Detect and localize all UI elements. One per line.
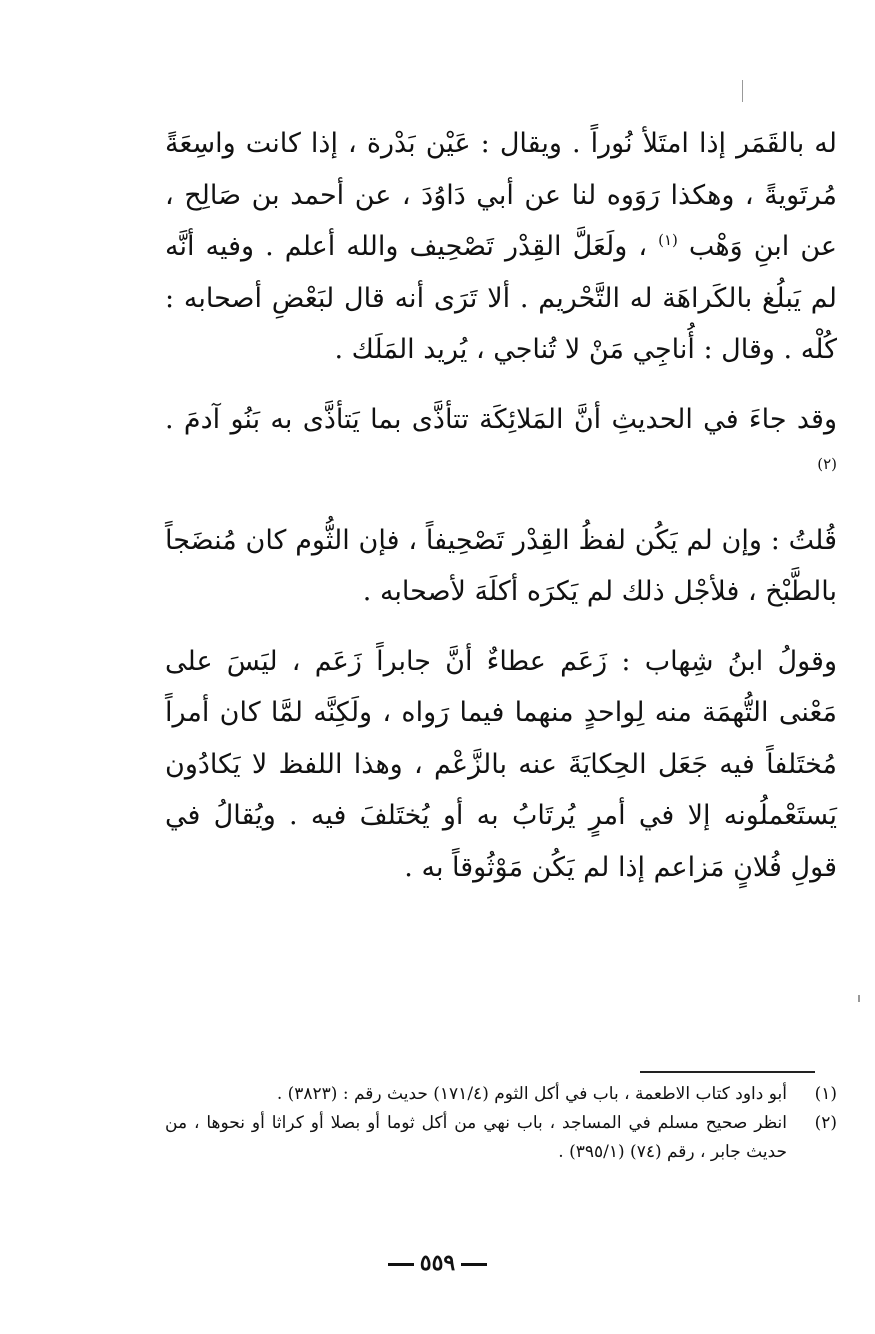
footnote-2-number: (٢) xyxy=(814,1113,837,1133)
paragraph-1-text-a: له بالقَمَر إذا امتَلأ نُوراً . ويقال : عَيْن بَدْرة ، إذا كانت واسِعَةً مُرتَويةً ، وهكذا رَوَوه لنا عن أبي دَاوُدَ ، عن أحمد بن صَالِح ، عن ابنِ وَهْب xyxy=(165,128,837,262)
page-number-dash-right xyxy=(388,1263,414,1266)
page-number-value: ٥٥٩ xyxy=(419,1250,456,1276)
paragraph-1 xyxy=(165,118,837,376)
paragraph-3-text: قُلتُ : وإن لم يَكُن لفظُ القِدْر تَصْحِيفاً ، فإن الثُّوم كان مُنضَجاً بالطَّبْخ ، فلأجْل ذلك لم يَكرَه أكلَهَ لأصحابه . xyxy=(165,524,837,607)
page-number-dash-left xyxy=(461,1263,487,1266)
footnote-2 xyxy=(165,1109,837,1167)
paragraph-4 xyxy=(165,636,837,894)
footnote-1 xyxy=(165,1080,837,1109)
footnote-ref-1: (١) xyxy=(658,231,678,249)
paragraph-4-text: وقولُ ابنُ شِهاب : زَعَم عطاءٌ أنَّ جابراً زَعَم ، ليَسَ على مَعْنى التُّهمَة منه لِواحدٍ منهما فيما رَواه ، ولَكِنَّه لمَّا كان أمراً مُختَلفاً فيه جَعَل الحِكايَةَ عنه بالزَّعْم ، وهذا اللفظ لا يَكادُون يَستَعْملُونه إلا في أمرٍ يُرتَابُ به أو يُختَلفَ فيه . ويُقالُ في قولِ فُلانٍ مَزاعم إذا لم يَكُن مَوْثُوقاً به . xyxy=(165,645,837,883)
paragraph-2 xyxy=(165,394,837,497)
main-text xyxy=(165,118,837,893)
footnote-2-text: انظر صحيح مسلم في المساجد ، باب نهي من أكل ثوما أو بصلا أو كراثا أو نحوها ، من حديث جابر ، رقم (٧٤) (٣٩٥/١) . xyxy=(165,1113,787,1162)
footnote-separator xyxy=(640,1071,815,1073)
footnote-1-number: (١) xyxy=(814,1084,837,1104)
paragraph-2-text: وقد جاءَ في الحديثِ أنَّ المَلائِكَة تتأذَّى بما يَتأذَّى به بَنُو آدمَ . xyxy=(165,403,837,435)
footnote-ref-2: (٢) xyxy=(817,455,837,473)
paragraph-1-text-b: ، ولَعَلَّ القِدْر تَصْحِيف والله أعلم . وفيه أنَّه لم يَبلُغ بالكَراهَة له التَّحْريم . ألا تَرَى أنه قال لبَعْضِ أصحابه : كُلْه . وقال : أُناجِي مَنْ لا تُناجي ، يُريد المَلَك . xyxy=(165,231,837,365)
scan-speck xyxy=(742,80,743,102)
footnote-1-text: أبو داود كتاب الاطعمة ، باب في أكل الثوم (١٧١/٤) حديث رقم : (٣٨٢٣) . xyxy=(276,1084,787,1104)
scan-speck xyxy=(858,995,860,1002)
page-number xyxy=(0,1250,875,1276)
footnotes xyxy=(165,1080,837,1167)
paragraph-3 xyxy=(165,515,837,618)
